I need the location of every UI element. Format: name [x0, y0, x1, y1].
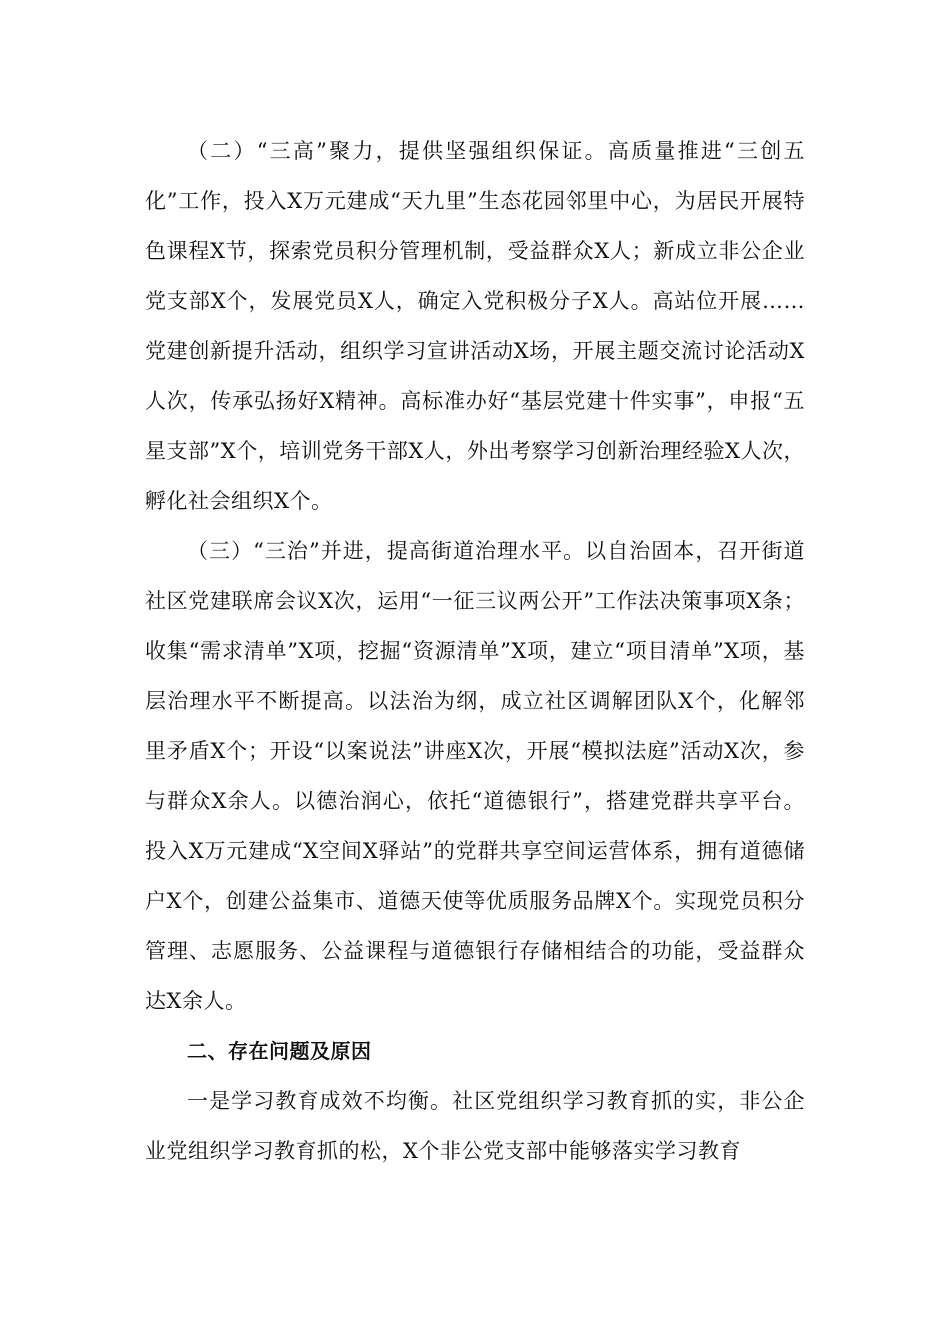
section-heading-problems: 二、存在问题及原因 [187, 1039, 372, 1063]
paragraph-problem-one: 一是学习教育成效不均衡。社区党组织学习教育抓的实，非公企业党组织学习教育抓的松，X个非公党支部中能够落实学习教育 [145, 1089, 805, 1163]
paragraph-section-two: （二）“三高”聚力，提供坚强组织保证。高质量推进“三创五化”工作，投入X万元建成“天九里”生态花园邻里中心，为居民开展特色课程X节，探索党员积分管理机制，受益群众X人；新成立非公企业党支部X个，发展党员X人，确定入党积极分子X人。高站位开展……党建创新提升活动，组织学习宣讲活动X场，开展主题交流讨论活动X人次，传承弘扬好X精神。高标准办好“基层党建十件实事”，申报“五星支部”X个，培训党务干部X人，外出考察学习创新治理经验X人次，孵化社会组织X个。 [145, 139, 805, 513]
document-body [145, 126, 805, 1176]
paragraph-section-three: （三）“三治”并进，提高街道治理水平。以自治固本，召开街道社区党建联席会议X次，运用“一征三议两公开”工作法决策事项X条；收集“需求清单”X项，挖掘“资源清单”X项，建立“项目清单”X项，基层治理水平不断提高。以法治为纲，成立社区调解团队X个，化解邻里矛盾X个；开设“以案说法”讲座X次，开展“模拟法庭”活动X次，参与群众X余人。以德治润心，依托“道德银行”，搭建党群共享平台。投入X万元建成“X空间X驿站”的党群共享空间运营体系，拥有道德储户X个，创建公益集市、道德天使等优质服务品牌X个。实现党员积分管理、志愿服务、公益课程与道德银行存储相结合的功能，受益群众达X余人。 [145, 539, 805, 1013]
